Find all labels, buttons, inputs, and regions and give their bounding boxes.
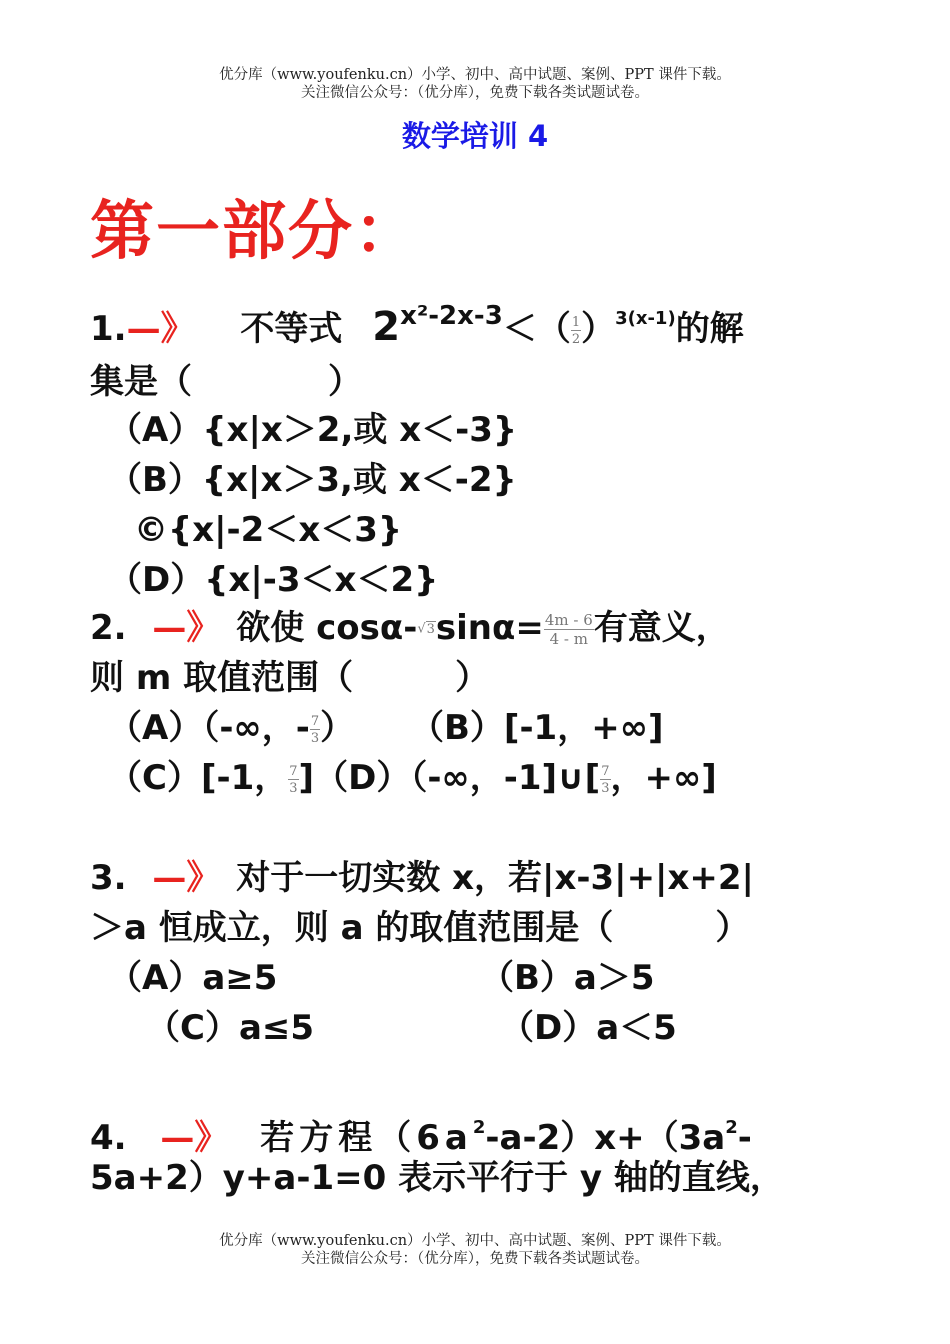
question-2-option-d: （D）（-∞，-1]∪[ $\frac{7}{3}$ ，+∞] [314,758,717,798]
squared-exponent: 2 [725,1117,738,1138]
question-1-option-c: ©{x|-2＜x＜3} [134,510,403,550]
less-than-paren: ＜（ [502,309,571,349]
footer-line-2: 关注微信公众号：（优分库），免费下载各类试题试卷。 [301,1251,649,1267]
power-exponent: x²-2x-3 [400,301,503,331]
arrow-marker: —》 [152,858,221,898]
question-3-line-2: ＞a 恒成立，则 a 的取值范围是（ ） [90,908,750,948]
question-4-stem-b: -a-2）x+（3a [485,1118,726,1158]
arrow-marker: —》 [152,608,221,648]
question-1-stem-end: 的解 [675,309,744,349]
question-2-stem-b: sinα= [435,608,544,648]
arrow-marker: —》 [126,309,195,349]
right-paren: ） [581,309,616,349]
question-1-number: 1. [90,309,127,349]
question-2-option-a: （A）（-∞，- $\frac{7}{3}$ ） [108,708,355,748]
fraction-seven-thirds: $\frac{7}{3}$ [601,763,610,796]
power-base: 2 [372,304,401,350]
question-2-number: 2. [90,608,127,648]
question-2-options-cd [108,758,717,798]
question-4-line-2: 5a+2）y+a-1=0 表示平行于 y 轴的直线， [90,1158,784,1198]
question-3-line-1 [90,858,754,898]
section-heading: 第一部分： [90,195,420,269]
question-4-number: 4. [90,1118,127,1158]
question-2-option-b: （B）[-1，+∞] [409,708,664,748]
header-line-2: 关注微信公众号：（优分库），免费下载各类试题试卷。 [301,85,649,101]
fraction-seven-thirds: $\frac{7}{3}$ [289,763,298,796]
question-1-option-a: （A）{x|x＞2,或 x＜-3} [108,410,518,450]
question-1-option-d: （D）{x|-3＜x＜2} [108,560,439,600]
fraction-seven-thirds: $\frac{7}{3}$ [310,713,320,746]
question-4-line-1 [90,1108,752,1158]
question-3-option-b: （B）a＞5 [480,958,655,998]
question-2-line-2: 则 m 取值范围（ ） [90,658,490,698]
sqrt-three: √3 [417,621,435,637]
question-2-line-1 [90,608,730,650]
question-4-stem: 若方程（6a [260,1118,473,1158]
document-title: 数学培训 4 [401,119,549,153]
question-4-stem-c: - [737,1118,752,1158]
question-2-option-c: （C）[-1， $\frac{7}{3}$ ] [108,758,315,798]
question-1-option-b: （B）{x|x＞3,或 x＜-2} [108,460,517,500]
fraction-one-half: $\frac{1}{2}$ [571,314,581,347]
question-1-line-2: 集是（ ） [90,362,362,402]
question-3-stem: 对于一切实数 x，若|x-3|+|x+2| [236,858,754,898]
footer-line-1: 优分库（www.youfenku.cn）小学、初中、高中试题、案例、PPT 课件下载。 [219,1233,731,1249]
question-2-stem: 欲使 cosα- [236,608,418,648]
question-3-option-d: （D）a＜5 [500,1008,677,1048]
question-3-number: 3. [90,858,127,898]
question-2-options-ab [108,708,664,748]
question-3-option-a: （A）a≥5 [108,958,278,998]
squared-exponent: 2 [472,1117,486,1138]
question-1-stem: 不等式 [240,309,343,349]
arrow-marker: —》 [160,1118,229,1158]
fraction-4m-6-over-4-m: $\frac{4m - 6}{4 - m}$ [544,610,593,648]
question-3-option-c: （C）a≤5 [146,1008,315,1048]
question-2-stem-c: 有意义， [593,608,730,648]
question-1-line-1 [90,296,744,349]
power-exponent-2: 3(x-1) [615,308,676,329]
header-line-1: 优分库（www.youfenku.cn）小学、初中、高中试题、案例、PPT 课件下载。 [219,67,731,83]
